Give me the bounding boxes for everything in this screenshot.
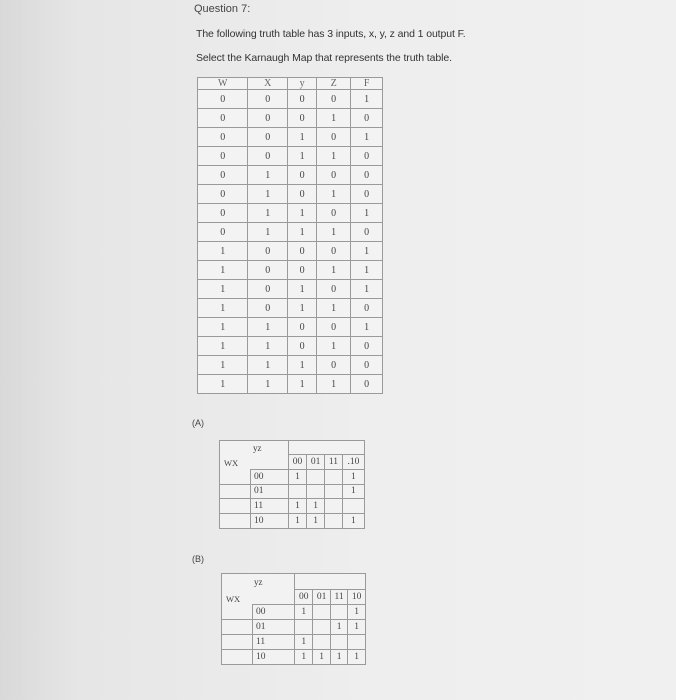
truth-table-cell: 1 [198, 337, 248, 356]
truth-table-cell: 0 [351, 185, 383, 204]
kmap-cell: 1 [288, 469, 306, 484]
truth-table-header-row [198, 78, 383, 90]
truth-table-cell: 0 [288, 242, 317, 261]
kmap-cell [313, 635, 331, 650]
question-instruction: Select the Karnaugh Map that represents the truth table. [196, 52, 452, 64]
truth-table-cell: 1 [288, 299, 317, 318]
row-header: 11 [253, 635, 295, 650]
kmap-header-row [220, 441, 365, 455]
truth-table-cell: 0 [248, 109, 288, 128]
kmap-cell [325, 514, 343, 529]
header-y: y [288, 78, 317, 90]
kmap-blank [220, 469, 251, 484]
truth-table-cell: 1 [317, 261, 351, 280]
kmap-cell: 1 [342, 514, 364, 529]
kmap-blank [222, 605, 253, 620]
truth-table-cell: 1 [317, 147, 351, 166]
truth-table-cell: 0 [198, 128, 248, 147]
truth-table-cell: 0 [288, 337, 317, 356]
row-header: 11 [251, 499, 289, 514]
truth-table-cell: 1 [317, 185, 351, 204]
truth-table-row [198, 90, 383, 109]
truth-table-cell: 1 [351, 280, 383, 299]
truth-table-cell: 1 [288, 375, 317, 394]
row-header: 01 [253, 620, 295, 635]
truth-table-cell: 0 [248, 128, 288, 147]
truth-table-cell: 0 [317, 128, 351, 147]
truth-table-cell: 1 [198, 261, 248, 280]
truth-table-cell: 0 [198, 166, 248, 185]
truth-table-cell: 1 [351, 261, 383, 280]
truth-table-cell: 0 [351, 223, 383, 242]
kmap-cell [325, 469, 343, 484]
row-header: 10 [251, 514, 289, 529]
col-header: .10 [342, 455, 364, 470]
truth-table-cell: 0 [198, 204, 248, 223]
truth-table-cell: 1 [198, 299, 248, 318]
kmap-row [222, 650, 366, 665]
truth-table-cell: 0 [198, 147, 248, 166]
truth-table-cell: 1 [248, 356, 288, 375]
truth-table-cell: 0 [351, 109, 383, 128]
truth-table-row [198, 147, 383, 166]
truth-table-cell: 0 [198, 90, 248, 109]
truth-table-cell: 1 [351, 242, 383, 261]
kmap-cell: 1 [348, 650, 366, 665]
kmap-cell [307, 484, 325, 499]
truth-table [197, 77, 383, 394]
kmap-cell: 1 [348, 620, 366, 635]
truth-table-cell: 0 [248, 90, 288, 109]
truth-table-cell: 1 [288, 223, 317, 242]
truth-table-cell: 1 [198, 375, 248, 394]
truth-table-cell: 0 [317, 280, 351, 299]
question-description: The following truth table has 3 inputs, x, y, z and 1 output F. [196, 28, 466, 40]
kmap-row [220, 484, 365, 499]
kmap-blank [222, 650, 253, 665]
truth-table-row [198, 356, 383, 375]
kmap-cell: 1 [288, 499, 306, 514]
kmap-cell [288, 484, 306, 499]
truth-table-row [198, 280, 383, 299]
col-header: 00 [295, 590, 313, 605]
truth-table-cell: 1 [248, 185, 288, 204]
truth-table-cell: 0 [317, 242, 351, 261]
truth-table-cell: 0 [317, 356, 351, 375]
truth-table-cell: 1 [248, 337, 288, 356]
kmap-cell [325, 499, 343, 514]
truth-table-row [198, 242, 383, 261]
truth-table-cell: 1 [351, 318, 383, 337]
truth-table-cell: 1 [198, 242, 248, 261]
kmap-row [222, 635, 366, 650]
truth-table-cell: 1 [351, 128, 383, 147]
kmap-cell [325, 484, 343, 499]
col-header: 00 [288, 455, 306, 470]
col-header: 11 [325, 455, 343, 470]
truth-table-cell: 0 [351, 147, 383, 166]
option-b-kmap[interactable] [221, 573, 366, 665]
truth-table-cell: 1 [317, 299, 351, 318]
truth-table-cell: 0 [248, 280, 288, 299]
truth-table-cell: 0 [198, 185, 248, 204]
kmap-blank [222, 635, 253, 650]
kmap-row [220, 514, 365, 529]
wx-label: WX [226, 594, 241, 604]
truth-table-cell: 1 [248, 204, 288, 223]
truth-table-cell: 1 [351, 90, 383, 109]
kmap-row [220, 499, 365, 514]
kmap-cell: 1 [307, 499, 325, 514]
truth-table-cell: 0 [317, 318, 351, 337]
truth-table-cell: 1 [288, 356, 317, 375]
col-header: 01 [313, 590, 331, 605]
truth-table-cell: 0 [288, 185, 317, 204]
row-header: 01 [251, 484, 289, 499]
yz-label: yz [253, 443, 262, 453]
kmap-cell: 1 [313, 650, 331, 665]
row-header: 00 [251, 469, 289, 484]
kmap-cell: 1 [330, 620, 347, 635]
kmap-blank [220, 484, 251, 499]
truth-table-cell: 0 [198, 223, 248, 242]
truth-table-cell: 1 [198, 280, 248, 299]
col-header: 01 [307, 455, 325, 470]
truth-table-cell: 0 [288, 90, 317, 109]
truth-table-cell: 0 [317, 204, 351, 223]
truth-table-cell: 0 [351, 299, 383, 318]
kmap-header-row [222, 574, 366, 590]
truth-table-cell: 1 [317, 109, 351, 128]
kmap-cell [348, 635, 366, 650]
truth-table-row [198, 166, 383, 185]
truth-table-row [198, 337, 383, 356]
truth-table-cell: 0 [351, 166, 383, 185]
kmap-row [222, 605, 366, 620]
truth-table-cell: 1 [317, 337, 351, 356]
kmap-blank [220, 514, 251, 529]
header-f: F [351, 78, 383, 90]
truth-table-row [198, 109, 383, 128]
row-header: 00 [253, 605, 295, 620]
option-b-label[interactable]: (B) [192, 554, 204, 564]
truth-table-row [198, 223, 383, 242]
kmap-cell [307, 469, 325, 484]
truth-table-cell: 0 [248, 147, 288, 166]
truth-table-cell: 1 [248, 223, 288, 242]
kmap-corner [222, 574, 295, 605]
question-title: Question 7: [194, 3, 251, 15]
kmap-top-spacer [295, 574, 366, 590]
truth-table-cell: 0 [317, 166, 351, 185]
truth-table-cell: 1 [248, 318, 288, 337]
wx-label: WX [224, 458, 239, 468]
kmap-top-spacer [288, 441, 364, 455]
truth-table-cell: 1 [288, 280, 317, 299]
header-w: W [198, 78, 248, 90]
truth-table-row [198, 299, 383, 318]
header-z: Z [317, 78, 351, 90]
kmap-cell: 1 [342, 469, 364, 484]
truth-table-cell: 0 [317, 90, 351, 109]
kmap-cell: 1 [307, 514, 325, 529]
truth-table-cell: 1 [198, 356, 248, 375]
kmap-cell: 1 [330, 650, 347, 665]
truth-table-cell: 0 [248, 261, 288, 280]
truth-table-cell: 0 [351, 337, 383, 356]
kmap-cell: 1 [295, 605, 313, 620]
truth-table-cell: 0 [198, 109, 248, 128]
kmap-cell [330, 635, 347, 650]
kmap-row [220, 469, 365, 484]
truth-table-cell: 1 [351, 204, 383, 223]
truth-table-cell: 0 [248, 299, 288, 318]
truth-table-cell: 1 [288, 204, 317, 223]
kmap-cell: 1 [295, 650, 313, 665]
kmap-cell: 1 [348, 605, 366, 620]
truth-table-cell: 0 [288, 166, 317, 185]
truth-table-cell: 1 [288, 128, 317, 147]
kmap-cell [313, 605, 331, 620]
kmap-cell: 1 [342, 484, 364, 499]
option-a-label[interactable]: (A) [192, 418, 204, 428]
kmap-blank [222, 620, 253, 635]
truth-table-cell: 1 [288, 147, 317, 166]
truth-table-cell: 0 [288, 318, 317, 337]
truth-table-cell: 1 [198, 318, 248, 337]
kmap-cell [342, 499, 364, 514]
kmap-cell [330, 605, 347, 620]
truth-table-cell: 1 [317, 223, 351, 242]
kmap-cell: 1 [288, 514, 306, 529]
truth-table-cell: 1 [248, 166, 288, 185]
truth-table-cell: 0 [248, 242, 288, 261]
kmap-blank [220, 499, 251, 514]
truth-table-cell: 0 [288, 109, 317, 128]
truth-table-cell: 0 [351, 356, 383, 375]
truth-table-cell: 1 [248, 375, 288, 394]
kmap-cell: 1 [295, 635, 313, 650]
truth-table-cell: 0 [351, 375, 383, 394]
row-header: 10 [253, 650, 295, 665]
truth-table-cell: 1 [317, 375, 351, 394]
truth-table-row [198, 128, 383, 147]
kmap-cell [295, 620, 313, 635]
header-x: X [248, 78, 288, 90]
kmap-cell [313, 620, 331, 635]
col-header: 10 [348, 590, 366, 605]
truth-table-cell: 0 [288, 261, 317, 280]
kmap-row [222, 620, 366, 635]
option-a-kmap[interactable] [219, 440, 365, 529]
kmap-corner [220, 441, 289, 470]
truth-table-row [198, 318, 383, 337]
yz-label: yz [254, 577, 263, 587]
truth-table-row [198, 261, 383, 280]
col-header: 11 [330, 590, 347, 605]
truth-table-row [198, 204, 383, 223]
truth-table-row [198, 185, 383, 204]
truth-table-row [198, 375, 383, 394]
